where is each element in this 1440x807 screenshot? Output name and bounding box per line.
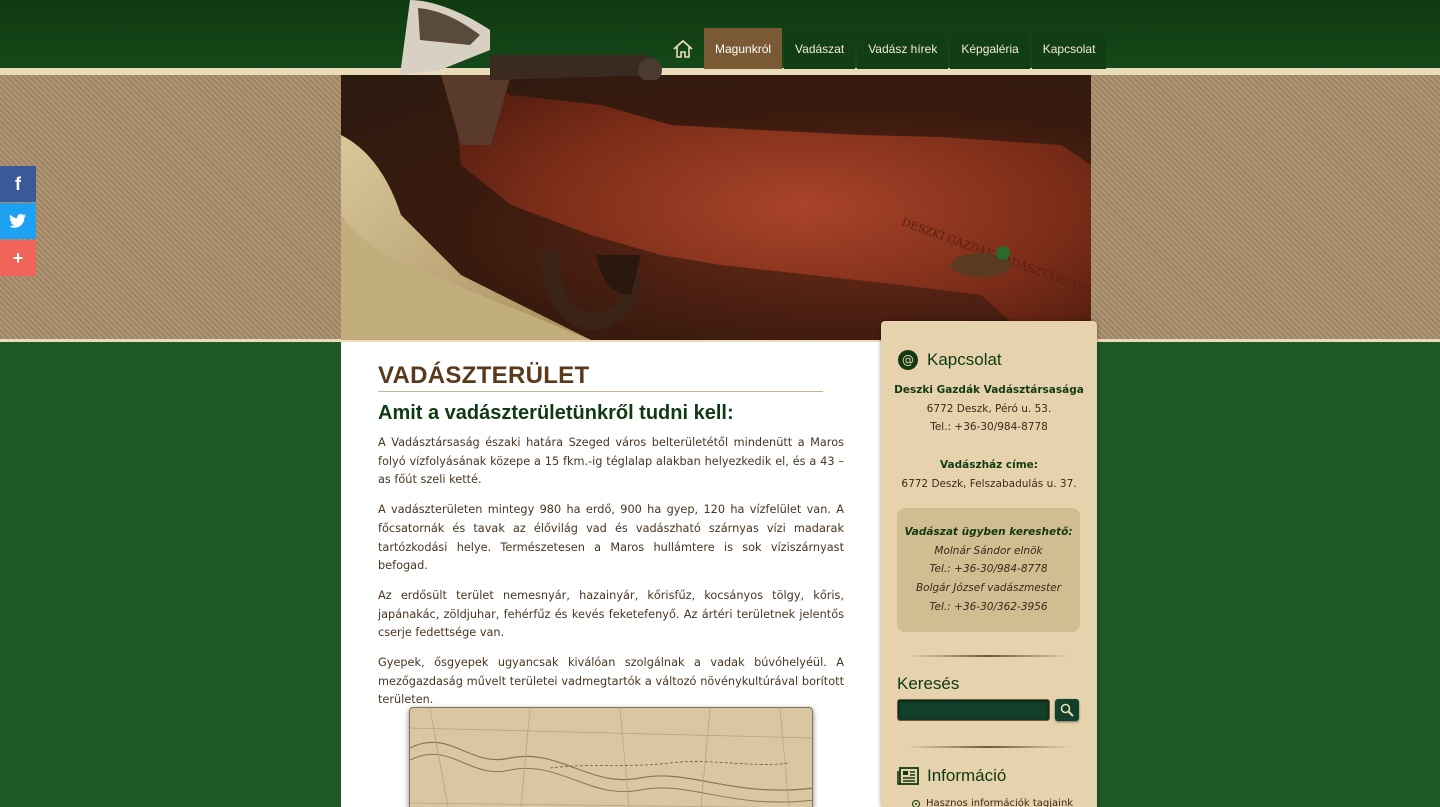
nav-item-kapcsolat[interactable]: Kapcsolat bbox=[1032, 28, 1107, 69]
contact-person-2: Bolgár József vadászmester bbox=[915, 582, 1062, 595]
shotgun-top-image bbox=[360, 0, 680, 80]
sidebar bbox=[881, 321, 1097, 807]
search-heading bbox=[897, 674, 959, 694]
org-name: Deszki Gazdák Vadásztársasága bbox=[894, 384, 1084, 396]
info-heading bbox=[897, 765, 1006, 787]
page-title: VADÁSZTERÜLET bbox=[378, 362, 823, 392]
divider bbox=[907, 655, 1071, 657]
main-nav bbox=[664, 28, 1106, 69]
search-input[interactable] bbox=[897, 699, 1050, 721]
svg-text:@: @ bbox=[902, 353, 914, 367]
contact-phone-2: Tel.: +36-30/362-3956 bbox=[929, 600, 1048, 613]
nav-home[interactable] bbox=[664, 28, 702, 69]
page-subheading: Amit a vadászterületünkről tudni kell: bbox=[378, 402, 734, 424]
share-more-button[interactable] bbox=[0, 240, 36, 276]
nav-item-kepgaleria[interactable]: Képgaléria bbox=[950, 28, 1029, 69]
nav-item-vadasz-hirek[interactable]: Vadász hírek bbox=[857, 28, 948, 69]
main-content bbox=[341, 342, 881, 807]
info-heading-label: Információ bbox=[927, 766, 1007, 785]
contact-heading-label: Kapcsolat bbox=[927, 350, 1002, 369]
facebook-button[interactable] bbox=[0, 166, 36, 202]
divider bbox=[907, 746, 1071, 748]
map-image bbox=[410, 708, 813, 807]
hero-banner bbox=[341, 75, 1091, 340]
search-icon bbox=[1060, 703, 1074, 717]
bullet-icon bbox=[912, 800, 920, 807]
nav-item-magunkrol[interactable]: Magunkról bbox=[704, 28, 782, 69]
contact-phone-1: Tel.: +36-30/984-8778 bbox=[929, 563, 1048, 576]
lodge-label: Vadászház címe: bbox=[939, 458, 1038, 471]
org-address: 6772 Deszk, Péró u. 53. bbox=[926, 402, 1052, 415]
newspaper-icon bbox=[897, 765, 919, 787]
paragraph: A Vadásztársaság északi határa Szeged város belterületétől mindenütt a Maros folyó vízfolyásának közepe a 15 fkm.-ig téglalap alakban helyezkedik el, és a 43 –as főút szeli ketté. bbox=[378, 436, 844, 487]
twitter-button[interactable] bbox=[0, 203, 36, 239]
paragraph: Az erdősült terület nemesnyár, hazainyár, kőrisfűz, kocsányos tölgy, kőris, japánakác, zöldjuhar, fehérfűz és kevés feketefenyő. Az ártéri területnek jelentős cserje fedettsége van. bbox=[378, 588, 844, 640]
at-icon bbox=[897, 349, 919, 371]
info-item-label: Hasznos információk tagjaink bbox=[926, 798, 1074, 807]
twitter-icon bbox=[9, 213, 27, 229]
svg-text:DESZKI GAZDÁK VADÁSZTÁRSASÁGA: DESZKI GAZDÁK VADÁSZTÁRSASÁGA bbox=[899, 215, 1091, 303]
contact-heading bbox=[897, 349, 1002, 371]
info-list-item[interactable] bbox=[912, 798, 1073, 807]
hunting-contact-box bbox=[897, 508, 1080, 632]
search-button[interactable] bbox=[1055, 699, 1079, 721]
hunting-contact-label: Vadászat ügyben kereshető: bbox=[904, 526, 1073, 538]
hunting-area-map[interactable] bbox=[409, 707, 813, 807]
contact-info bbox=[881, 381, 1097, 493]
contact-person-1: Molnár Sándor elnök bbox=[934, 544, 1043, 557]
plus-icon: + bbox=[12, 247, 24, 268]
shotgun-image bbox=[341, 75, 1091, 340]
top-strip bbox=[0, 68, 1440, 75]
social-share-bar bbox=[0, 166, 36, 277]
nav-item-vadaszat[interactable]: Vadászat bbox=[784, 28, 855, 69]
facebook-icon: f bbox=[15, 173, 21, 194]
lodge-address: 6772 Deszk, Felszabadulás u. 37. bbox=[901, 477, 1077, 490]
article-body bbox=[378, 434, 844, 721]
paragraph: A vadászterületen mintegy 980 ha erdő, 900 ha gyep, 120 ha vízfelület van. A főcsatornák és tavak az élővilág vad és vadászható szárnyas vízi madarak tartózkodási helye. Természetesen a Maros hullámtere is sok víziszárnyast befogad. bbox=[378, 503, 844, 573]
home-icon bbox=[672, 39, 694, 59]
paragraph: Gyepek, ősgyepek ugyancsak kiválóan szolgálnak a vadak búvóhelyéül. A mezőgazdaság művelt területei vadmegtartók a változó növénykultúrával borított területen. bbox=[378, 656, 844, 707]
search-heading-label: Keresés bbox=[897, 674, 960, 693]
org-phone: Tel.: +36-30/984-8778 bbox=[930, 421, 1048, 434]
